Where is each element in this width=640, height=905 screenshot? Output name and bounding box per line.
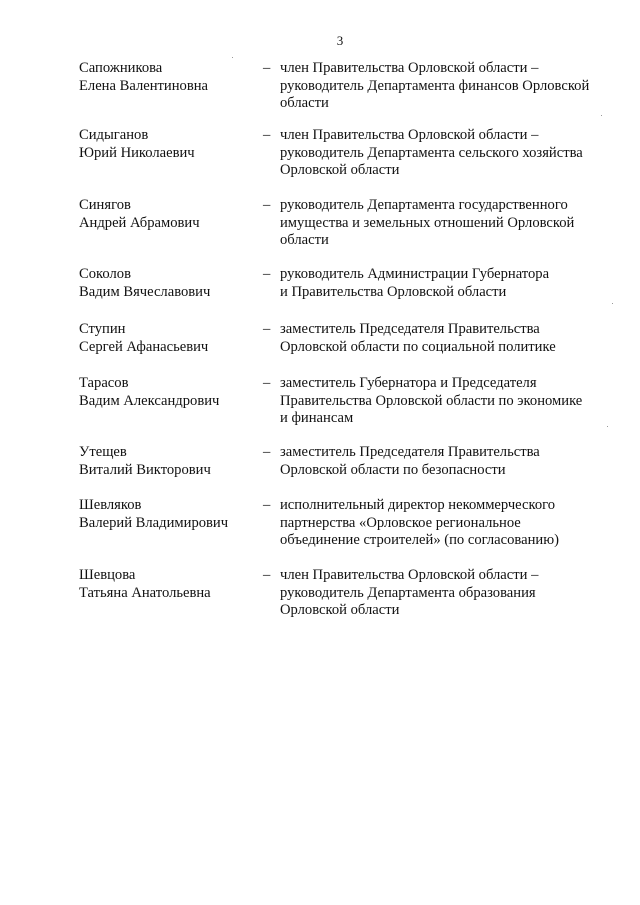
position-line: и Правительства Орловской области [280, 283, 507, 300]
member-surname: Сидыганов [79, 127, 149, 143]
member-position [280, 127, 615, 180]
position-line: Орловской области [280, 162, 400, 178]
member-given-names: Вадим Вячеславович [79, 283, 211, 300]
dash-separator: – [263, 321, 271, 337]
member-position [280, 444, 615, 479]
position-line: заместитель Губернатора и Председателя [280, 375, 537, 391]
member-position [280, 321, 615, 356]
member-name [79, 197, 259, 232]
dash-separator: – [263, 444, 271, 460]
member-given-names: Валерий Владимирович [79, 514, 229, 531]
dash-separator: – [263, 266, 271, 282]
member-name [79, 321, 259, 356]
member-name [79, 127, 259, 162]
position-line: Орловской области по безопасности [280, 461, 506, 478]
member-surname: Шевцова [79, 567, 136, 583]
member-position [280, 60, 615, 113]
member-surname: Тарасов [79, 375, 129, 391]
position-line: член Правительства Орловской области – [280, 127, 539, 143]
scan-speck [601, 115, 602, 116]
dash-separator: – [263, 60, 271, 76]
member-surname: Синягов [79, 197, 131, 213]
position-line: руководитель Департамента сельского хозяйства [280, 144, 583, 161]
member-given-names: Сергей Афанасьевич [79, 338, 209, 355]
member-surname: Соколов [79, 266, 131, 282]
dash-separator: – [263, 197, 271, 213]
dash-separator: – [263, 375, 271, 391]
page-number: 3 [336, 33, 344, 48]
member-given-names: Елена Валентиновна [79, 77, 208, 94]
member-given-names: Татьяна Анатольевна [79, 584, 211, 601]
member-name [79, 497, 259, 532]
position-line: имущества и земельных отношений Орловской [280, 214, 575, 231]
position-line: объединение строителей» (по согласованию) [280, 532, 559, 548]
member-given-names: Вадим Александрович [79, 392, 220, 409]
scan-speck [607, 426, 608, 427]
member-name [79, 266, 259, 301]
position-line: исполнительный директор некоммерческого [280, 497, 556, 513]
position-line: член Правительства Орловской области – [280, 60, 539, 76]
position-line: руководитель Департамента финансов Орловской [280, 77, 590, 94]
position-line: Орловской области по социальной политике [280, 338, 556, 355]
position-line: руководитель Администрации Губернатора [280, 266, 550, 282]
position-line: и финансам [280, 410, 354, 426]
member-position [280, 567, 615, 620]
position-line: области [280, 95, 329, 111]
position-line: заместитель Председателя Правительства [280, 321, 540, 337]
dash-separator: – [263, 497, 271, 513]
position-line: заместитель Председателя Правительства [280, 444, 540, 460]
position-line: партнерства «Орловское региональное [280, 514, 521, 531]
member-name [79, 60, 259, 95]
position-line: Орловской области [280, 602, 400, 618]
position-line: руководитель Департамента образования [280, 584, 536, 601]
member-name [79, 444, 259, 479]
scan-speck [232, 57, 233, 58]
dash-separator: – [263, 127, 271, 143]
member-given-names: Виталий Викторович [79, 461, 211, 478]
member-position [280, 266, 615, 301]
member-surname: Ступин [79, 321, 126, 337]
member-surname: Шевляков [79, 497, 142, 513]
position-line: член Правительства Орловской области – [280, 567, 539, 583]
member-surname: Сапожникова [79, 60, 163, 76]
member-position [280, 375, 615, 428]
member-position [280, 197, 615, 250]
member-given-names: Андрей Абрамович [79, 214, 200, 231]
position-line: области [280, 232, 329, 248]
member-position [280, 497, 615, 550]
member-surname: Утещев [79, 444, 127, 460]
member-name [79, 375, 259, 410]
position-line: Правительства Орловской области по экономике [280, 392, 583, 409]
scan-speck [612, 303, 613, 304]
member-name [79, 567, 259, 602]
member-given-names: Юрий Николаевич [79, 144, 195, 161]
dash-separator: – [263, 567, 271, 583]
position-line: руководитель Департамента государственного [280, 197, 568, 213]
